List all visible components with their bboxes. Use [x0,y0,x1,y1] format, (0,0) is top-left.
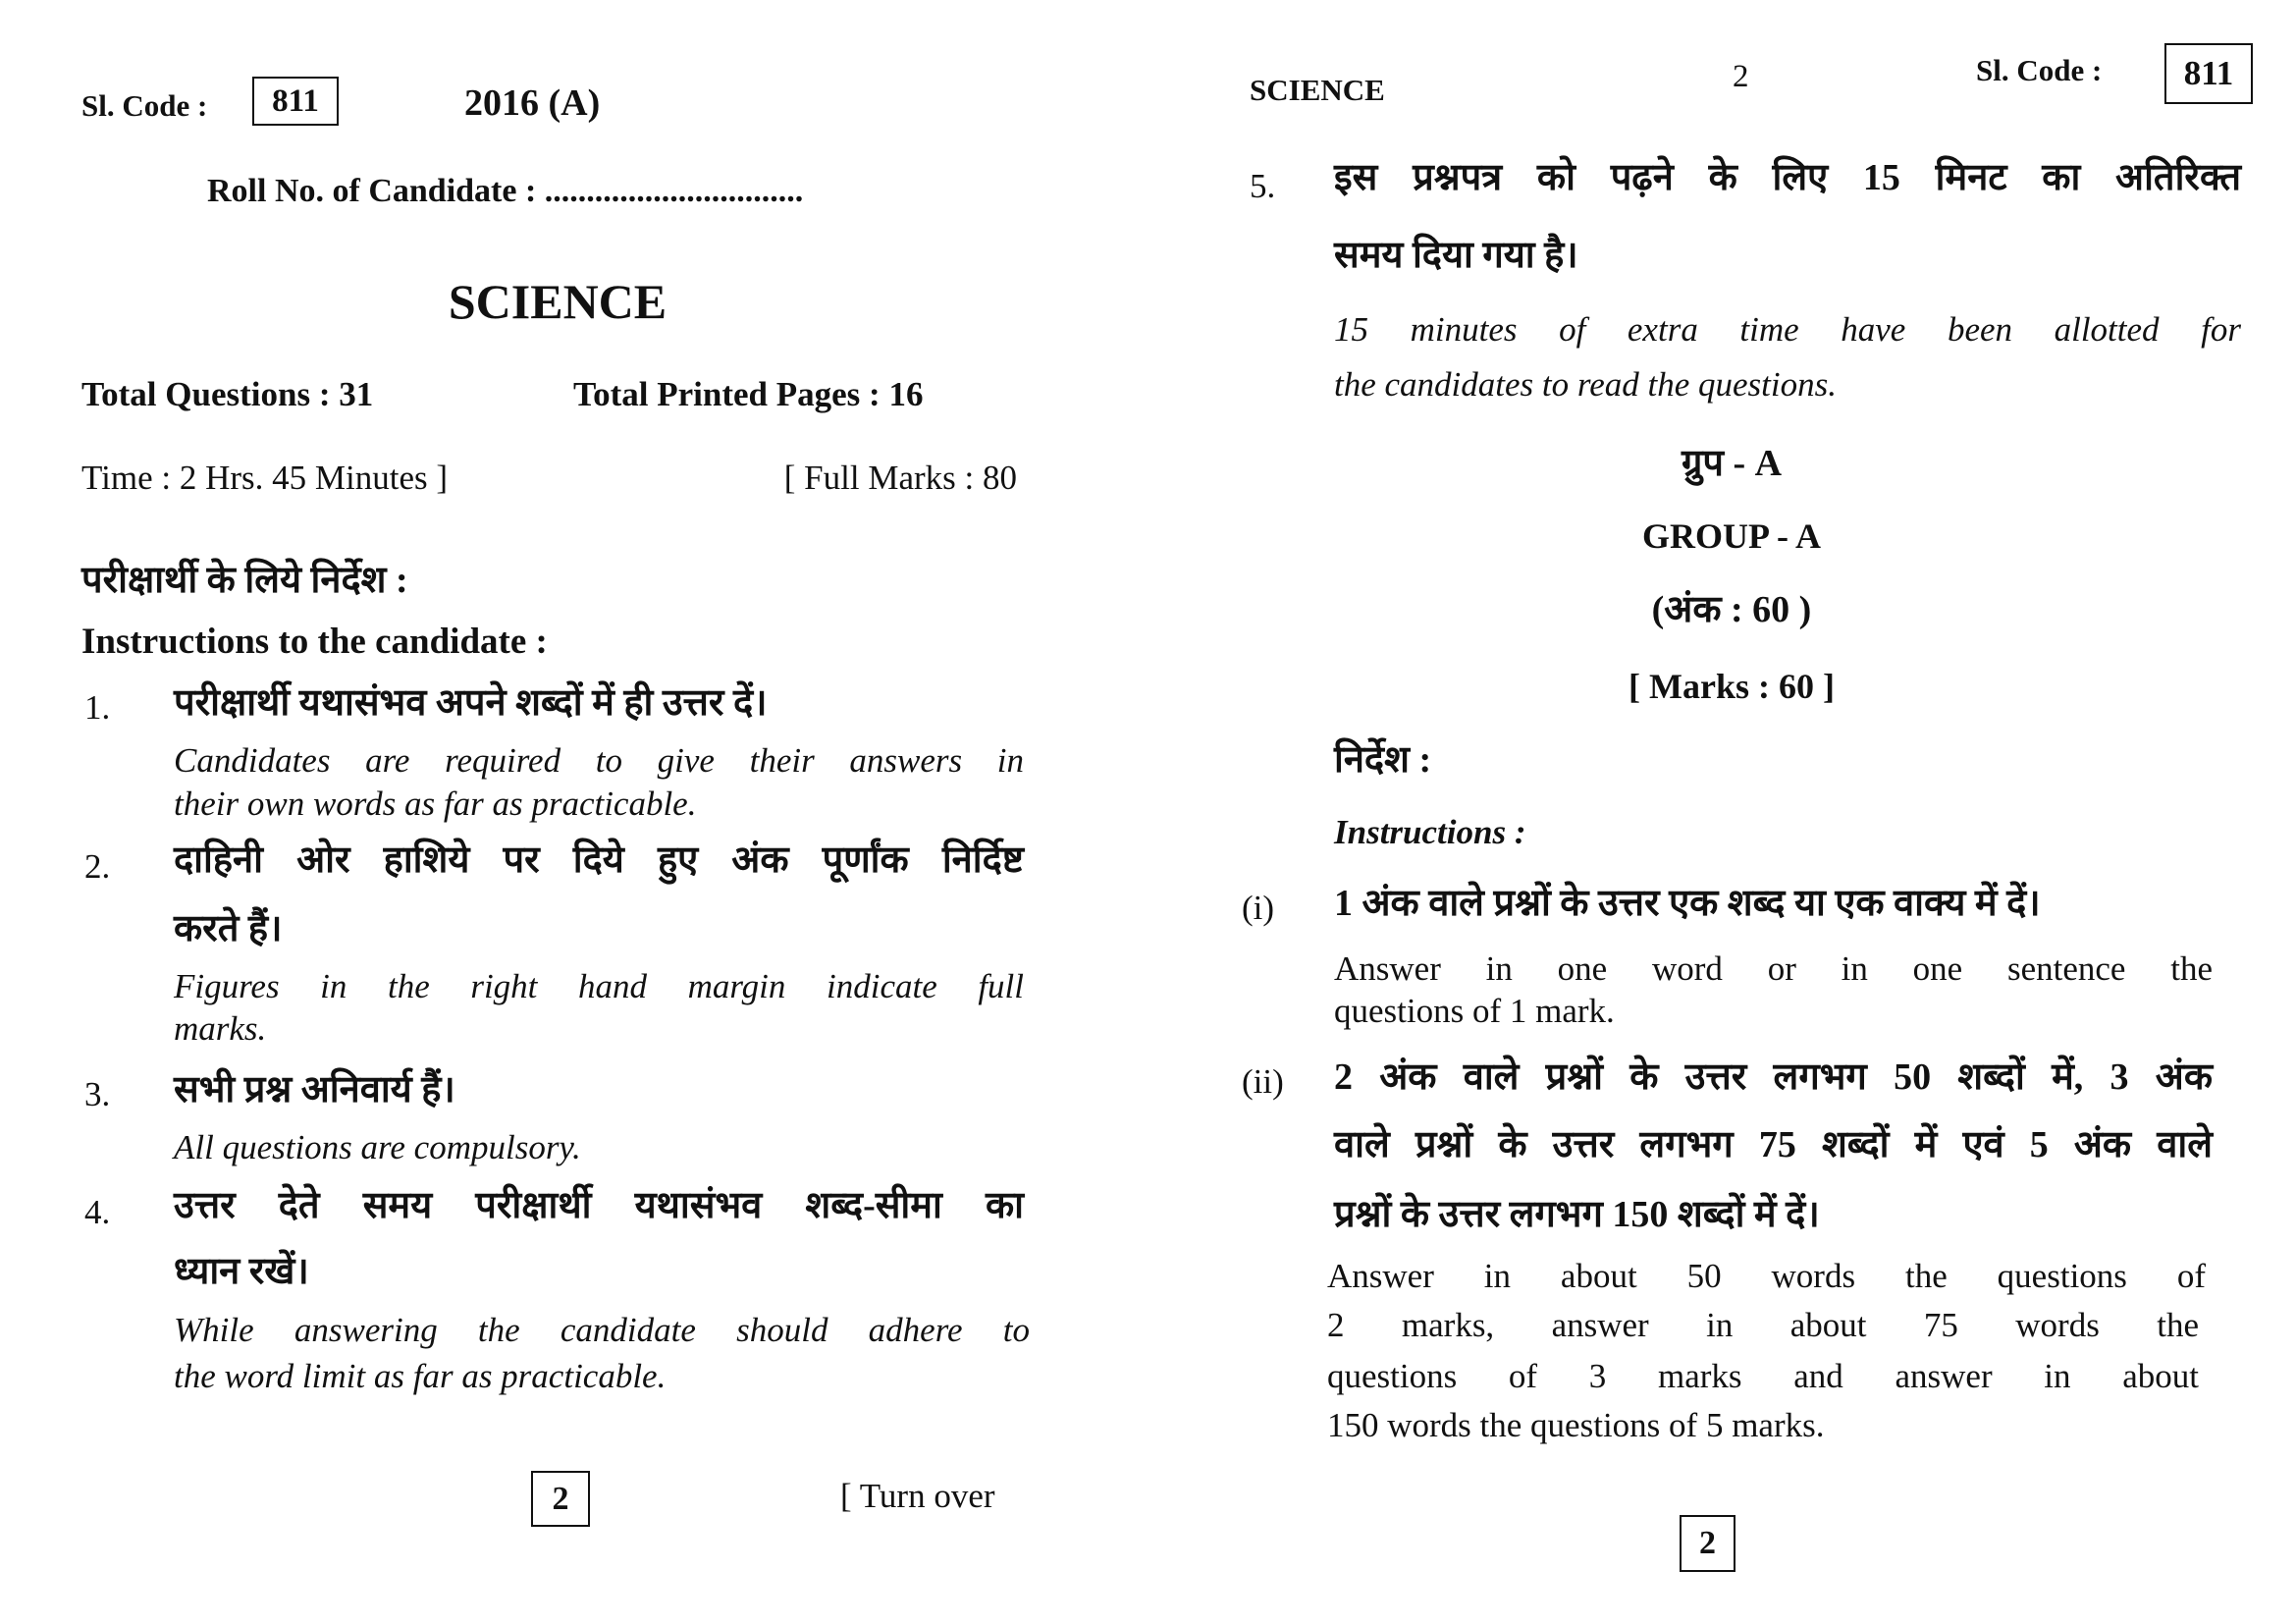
total-questions: Total Questions : 31 [81,375,374,413]
instruction-english: All questions are compulsory. [174,1128,581,1166]
instruction-hindi: इस प्रश्नपत्र को पढ़ने के लिए 15 मिनट का अतिरिक्त [1334,157,2241,198]
roll-number-field: Roll No. of Candidate : ............................... [207,173,804,209]
full-marks: [ Full Marks : 80 [783,459,1017,497]
instruction-english: Candidates are required to give their answers in [174,741,1024,780]
sl-code-label: Sl. Code : [1976,53,2103,87]
sl-code-box: 811 [252,77,339,126]
exam-year: 2016 (A) [464,82,601,124]
time-allowed: Time : 2 Hrs. 45 Minutes ] [81,459,449,497]
instruction-english: questions of 1 mark. [1334,992,1615,1030]
instruction-hindi: 2 अंक वाले प्रश्नों के उत्तर लगभग 50 शब्दों में, 3 अंक [1334,1056,2213,1098]
item-number: 2. [84,847,111,886]
item-number: (ii) [1242,1062,1284,1101]
group-heading: GROUP - A [1641,516,1821,556]
item-number: 1. [84,688,111,727]
instruction-english: Answer in about 50 words the questions of [1327,1257,2206,1295]
instruction-english: Answer in one word or in one sentence the [1334,949,2213,988]
total-pages: Total Printed Pages : 16 [573,375,924,413]
instruction-hindi: समय दिया गया है। [1334,235,1578,276]
instruction-hindi: 1 अंक वाले प्रश्नों के उत्तर एक शब्द या एक वाक्य में दें। [1334,883,2041,924]
sl-code-box: 811 [2164,43,2253,104]
subject-title: SCIENCE [448,274,667,329]
page-number-box: 2 [531,1471,590,1527]
instruction-hindi: उत्तर देते समय परीक्षार्थी यथासंभव शब्द-सीमा का [174,1185,1024,1226]
instruction-english: 15 minutes of extra time have been allotted for [1334,310,2241,349]
group-heading-hindi: ग्रुप - A [1681,443,1783,484]
item-number: 5. [1250,167,1276,205]
instruction-hindi: परीक्षार्थी यथासंभव अपने शब्दों में ही उत्तर दें। [174,682,768,724]
instruction-hindi: दाहिनी ओर हाशिये पर दिये हुए अंक पूर्णांक निर्दिष्ट [174,839,1024,881]
instruction-english: While answering the candidate should adhere to [174,1311,1030,1349]
subject-header: SCIENCE [1250,73,1385,107]
group-marks-hindi: (अंक : 60 ) [1651,589,1812,630]
page-number-box: 2 [1680,1515,1735,1572]
item-number: (i) [1242,889,1275,927]
instruction-english: questions of 3 marks and answer in about [1327,1357,2199,1395]
instruction-hindi: वाले प्रश्नों के उत्तर लगभग 75 शब्दों में एवं 5 अंक वाले [1334,1124,2213,1165]
instruction-english: the word limit as far as practicable. [174,1357,667,1395]
instructions-heading: Instructions to the candidate : [81,622,548,662]
instruction-english: Figures in the right hand margin indicate full [174,967,1024,1005]
instructions-subheading: Instructions : [1334,813,1526,851]
instruction-hindi: ध्यान रखें। [174,1251,309,1292]
instruction-english: marks. [174,1009,267,1048]
page-number-top: 2 [1733,59,1749,94]
instruction-english: the candidates to read the questions. [1334,365,1837,404]
item-number: 4. [84,1193,111,1231]
instruction-hindi: करते हैं। [174,908,283,949]
sl-code-label: Sl. Code : [81,88,208,123]
nirdesh-heading: निर्देश : [1334,739,1432,781]
instructions-heading-hindi: परीक्षार्थी के लिये निर्देश : [81,560,408,601]
instruction-english: their own words as far as practicable. [174,785,697,823]
turn-over: [ Turn over [840,1477,995,1515]
instruction-hindi: सभी प्रश्न अनिवार्य हैं। [174,1069,455,1110]
group-marks: [ Marks : 60 ] [1629,667,1835,706]
item-number: 3. [84,1075,111,1113]
instruction-english: 150 words the questions of 5 marks. [1327,1406,1825,1444]
instruction-english: 2 marks, answer in about 75 words the [1327,1306,2199,1344]
instruction-hindi: प्रश्नों के उत्तर लगभग 150 शब्दों में दें। [1334,1194,1820,1235]
